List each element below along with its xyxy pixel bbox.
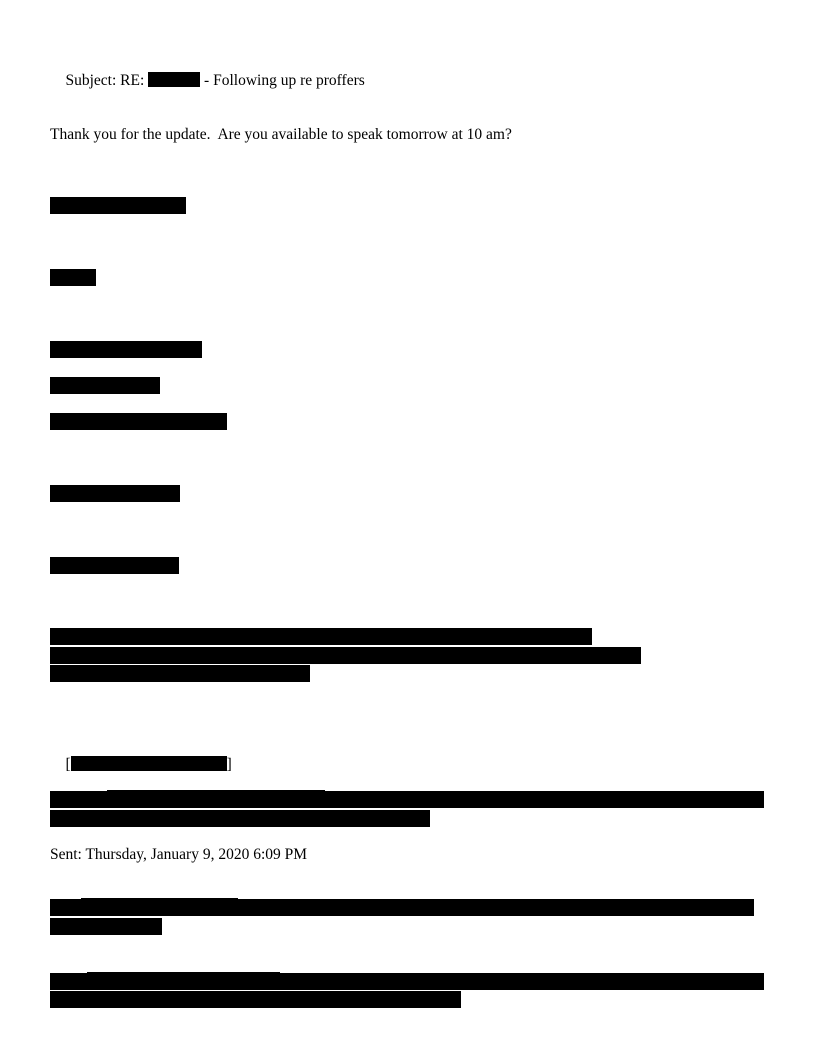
redaction-bar [50, 647, 641, 664]
redaction-bar [50, 628, 592, 645]
redaction-bar [50, 413, 227, 430]
redaction-bar [50, 341, 202, 358]
redaction-bar [50, 918, 162, 935]
redaction-bar [148, 72, 200, 87]
sent-line: Sent: Thursday, January 9, 2020 6:09 PM [50, 846, 308, 863]
subject-prefix: Subject: RE: [65, 72, 149, 89]
subject-suffix: - Following up re proffers [200, 72, 365, 89]
subject-line [50, 54, 365, 108]
redaction-bar [50, 665, 310, 682]
bracket-open: [ [65, 756, 71, 773]
redaction-bar [50, 377, 160, 394]
redaction-bar [50, 899, 754, 916]
bracket-close: ] [226, 756, 232, 773]
redaction-bar [50, 557, 179, 574]
redaction-bar [50, 197, 186, 214]
redaction-bar [50, 810, 430, 827]
redaction-bar [50, 991, 461, 1008]
redaction-bar [50, 269, 96, 286]
body-paragraph: Thank you for the update. Are you available to speak tomorrow at 10 am? [50, 126, 512, 143]
redaction-bar [71, 756, 227, 771]
redaction-bar [50, 485, 180, 502]
redaction-bar [50, 973, 764, 990]
redaction-bar [50, 791, 764, 808]
